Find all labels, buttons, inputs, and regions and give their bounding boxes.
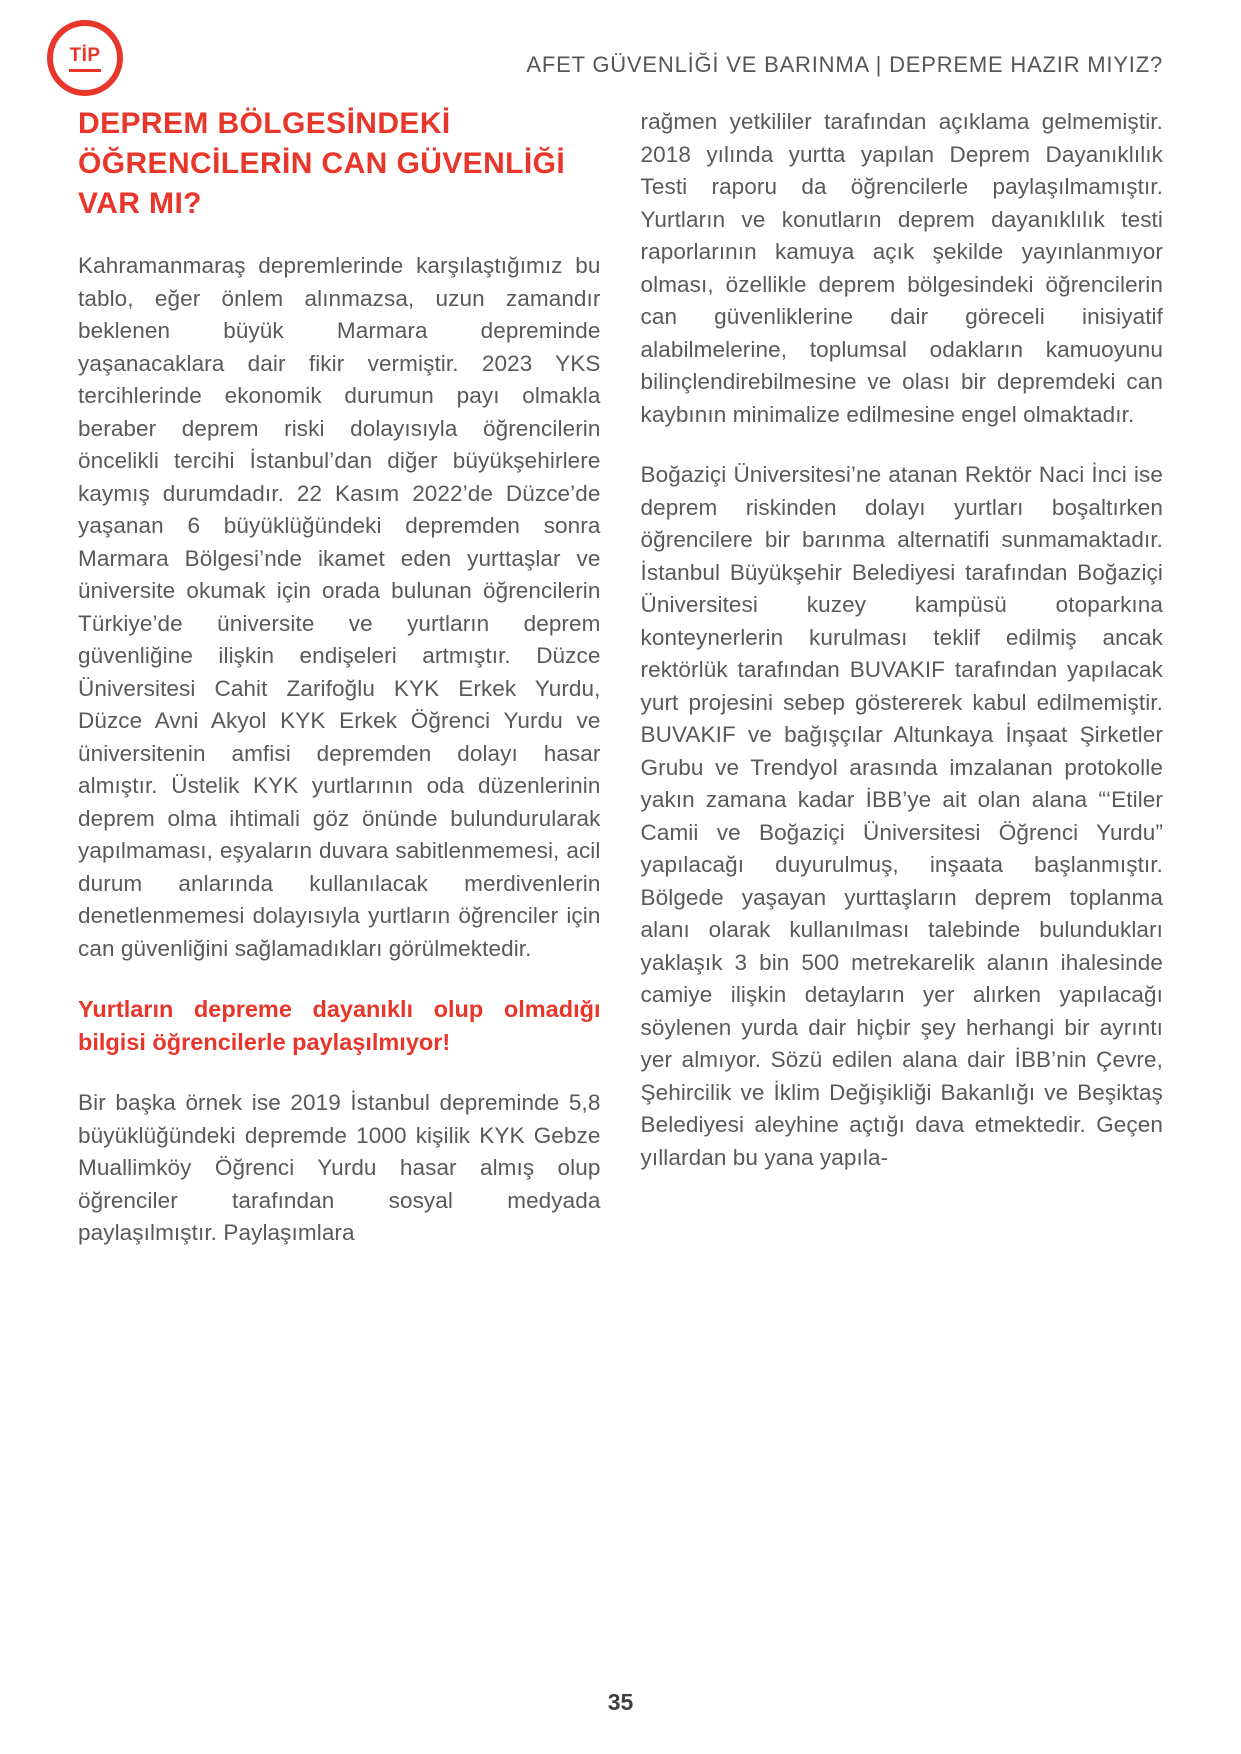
page-number: 35: [607, 1689, 634, 1715]
page-header: [48, 18, 1163, 98]
paragraph: rağmen yetkililer tarafından açıklama gelmemiştir. 2018 yılında yurtta yapılan Deprem Dayanıklılık Testi raporu da öğrencilerle paylaşılmamıştır. Yurtların ve konutların deprem dayanıklılık testi raporlarının kamuya açık şekilde yayınlanmıyor olması, özellikle deprem bölgesindeki öğrencilerin can güvenliklerine dair göreceli inisiyatif alabilmelerine, toplumsal odakların kamuoyunu bilinçlendirebilmesine ve olası bir depremdeki can kaybının minimalize edilmesine engel olmaktadır.: [640, 109, 1163, 427]
right-column: [641, 104, 1164, 1278]
article-heading: DEPREM BÖLGESİNDEKİ ÖĞRENCİLERİN CAN GÜVENLİĞİ VAR MI?: [78, 107, 566, 220]
article-subheading: Yurtların depreme dayanıklı olup olmadığı bilgisi öğrencilerle paylaşılmıyor!: [78, 996, 601, 1055]
article-body: [48, 104, 1163, 1278]
header-title: AFET GÜVENLİĞİ VE BARINMA | DEPREME HAZIR MIYIZ?: [526, 52, 1163, 77]
tip-logo-text: TİP: [69, 45, 100, 72]
tip-logo-ring: [53, 26, 117, 90]
paragraph: Boğaziçi Üniversitesi’ne atanan Rektör Naci İnci ise deprem riskinden dolayı yurtları boşaltırken öğrencilere bir barınma alternatifi sunmamaktadır. İstanbul Büyükşehir Belediyesi tarafından Boğaziçi Üniversitesi kuzey kampüsü otoparkına konteynerlerin kurulması teklif edilmiş ancak rektörlük tarafından BUVAKIF tarafından yapılacak yurt projesini sebep göstererek kabul edilmemiştir. BUVAKIF ve bağışçılar Altunkaya İnşaat Şirketler Grubu ve Trendyol arasında imzalanan protokolle yakın zamana kadar İBB’ye ait olan alana “‘Etiler Camii ve Boğaziçi Üniversitesi Öğrenci Yurdu” yapılacağı duyurulmuş, inşaata başlanmıştır. Bölgede yaşayan yurttaşların deprem toplanma alanı olarak kullanılması talebinde bulundukları yaklaşık 3 bin 500 metrekarelik alanın ihalesinde camiye ilişkin detayların yer alırken yapılacağı söylenen yurda dair hiçbir şey herhangi bir ayrıntı yer almıyor. Sözü edilen alana dair İBB’nin Çevre, Şehircilik ve İklim Değişikliği Bakanlığı ve Beşiktaş Belediyesi aleyhine açtığı dava etmektedir. Geçen yıllardan bu yana yapıla-: [640, 462, 1163, 1170]
paragraph: Bir başka örnek ise 2019 İstanbul depreminde 5,8 büyüklüğündeki depremde 1000 kişilik KYK Gebze Muallimköy Öğrenci Yurdu hasar almış olup öğrenciler tarafından sosyal medyada paylaşılmıştır. Paylaşımlara: [78, 1090, 601, 1245]
left-column: [78, 104, 601, 1278]
paragraph: Kahramanmaraş depremlerinde karşılaştığımız bu tablo, eğer önlem alınmazsa, uzun zamandır beklenen büyük Marmara depreminde yaşanacaklara dair fikir vermiştir. 2023 YKS tercihlerinde ekonomik durumun payı olmakla beraber deprem riski dolayısıyla öğrencilerin öncelikli tercihi İstanbul’dan diğer büyükşehirlere kaymış durumdadır. 22 Kasım 2022’de Düzce’de yaşanan 6 büyüklüğündeki depremden sonra Marmara Bölgesi’nde ikamet eden yurttaşlar ve üniversite okumak için orada bulunan öğrencilerin Türkiye’de üniversite ve yurtların deprem güvenliğine ilişkin endişeleri artmıştır. Düzce Üniversitesi Cahit Zarifoğlu KYK Erkek Yurdu, Düzce Avni Akyol KYK Erkek Öğrenci Yurdu ve üniversitenin amfisi depremden dolayı hasar almıştır. Üstelik KYK yurtlarının oda düzenlerinin deprem olma ihtimali göz önünde bulundurularak yapılmaması, eşyaların duvara sabitlenmemesi, acil durum anlarında kullanılacak merdivenlerin denetlenmemesi dolayısıyla yurtların öğrenciler için can güvenliğini sağlamadıkları görülmektedir.: [78, 253, 601, 961]
tip-logo-icon: [48, 21, 122, 95]
page-footer: [0, 1689, 1241, 1716]
